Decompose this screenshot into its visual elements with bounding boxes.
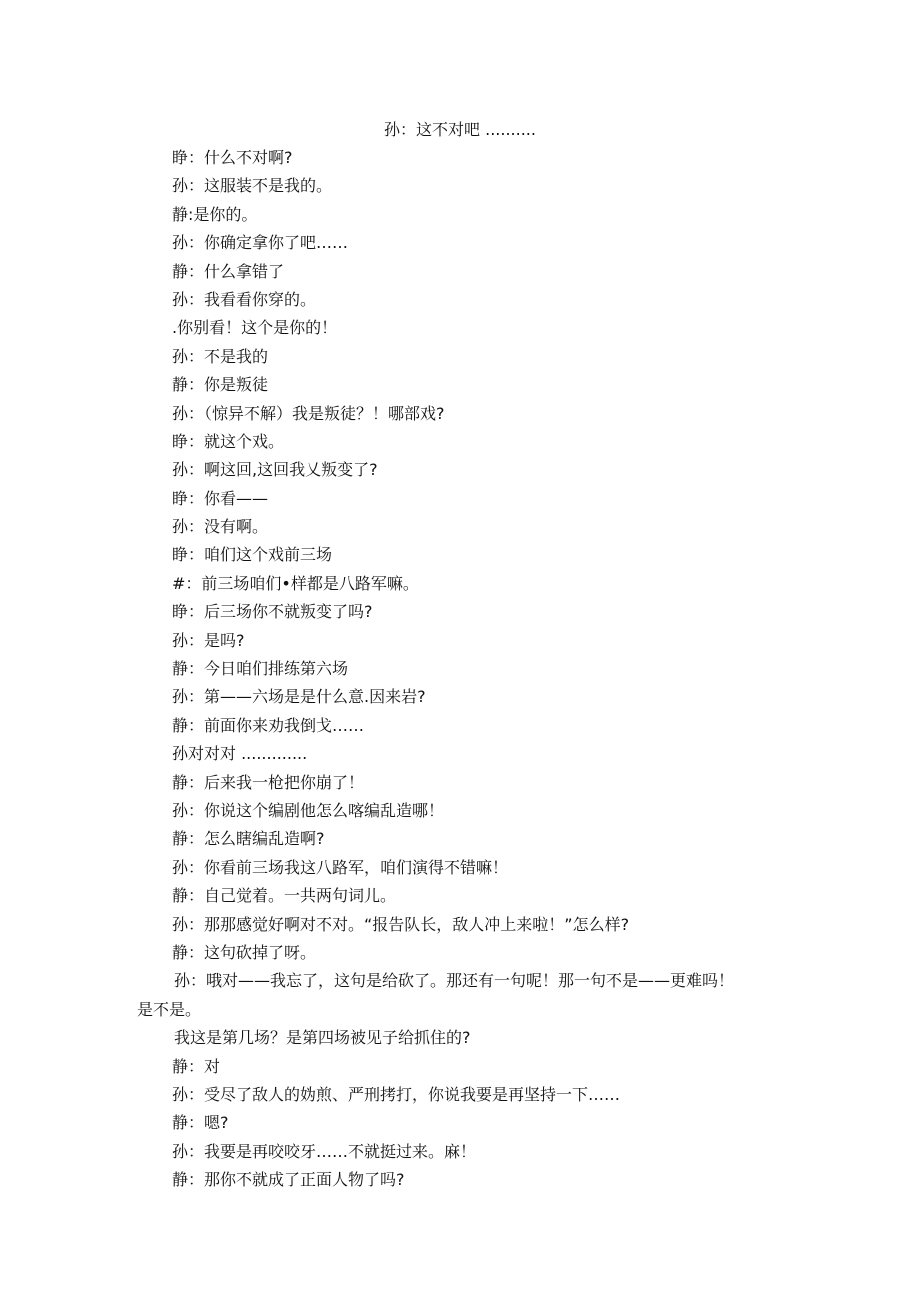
dialogue-line: 静：那你不就成了正面人物了吗? [172,1170,405,1190]
dialogue-line: 睁：咱们这个戏前三场 [172,545,333,565]
dialogue-line: #：前三场咱们•样都是八路军嘛。 [172,573,419,593]
dialogue-line: 静：你是叛徒 [172,375,269,395]
dialogue-line: 孙：哦对——我忘了，这句是给砍了。那还有一句呢！那一句不是——更难吗！ [174,971,735,991]
dialogue-line: 静：今日咱们排练第六场 [172,659,349,679]
dialogue-line: 孙：受尽了敌人的妫煎、严刑拷打，你说我要是再坚持一下…… [172,1084,621,1104]
opening-line: 孙：这不对吧 .......... [384,120,536,139]
dialogue-line: 睁：就这个戏。 [172,431,285,451]
dialogue-line: 孙：这服装不是我的。 [172,176,333,196]
dialogue-line: 孙：啊这回,这回我乂叛变了? [172,460,378,480]
dialogue-line: 睁：什么不对啊? [172,148,293,167]
dialogue-line: 孙：（惊异不解）我是叛徒？！哪部戏? [172,403,445,423]
dialogue-line: 孙：你看前三场我这八路军，咱们演得不错嘛！ [172,857,509,877]
dialogue-line: 睁：你看—— [172,488,269,508]
dialogue-line: 睁：后三场你不就叛变了吗? [172,602,373,622]
dialogue-line: 静：什么拿错了 [172,261,285,281]
dialogue-list [0,144,920,1194]
dialogue-line: 静：怎么瞎编乱造啊? [172,829,325,849]
dialogue-line: 静：后来我一枪把你崩了！ [172,772,365,792]
dialogue-line: 孙：我要是再咬咬牙……不就挺过来。麻！ [172,1141,477,1161]
dialogue-line: 静：对 [172,1056,221,1076]
dialogue-line: 孙：我看看你穿的。 [172,289,317,309]
dialogue-line: 孙：是吗? [172,630,245,650]
dialogue-line: 静：嗯? [172,1113,229,1133]
dialogue-line: 孙对对对 ............. [172,744,308,764]
dialogue-line: .你别看！这个是你的！ [172,318,338,338]
dialogue-line: 静：自己觉着。一共两句词儿。 [172,886,397,906]
dialogue-line: 孙：你说这个编剧他怎么喀编乱造哪！ [172,800,445,820]
dialogue-line: 孙：不是我的 [172,346,269,366]
dialogue-line: 孙：你确定拿你了吧…… [172,233,349,253]
dialogue-line: 静:是你的。 [172,204,258,224]
dialogue-line: 静：前面你来劝我倒戈…… [172,715,365,735]
dialogue-line: 我这是第几场？是第四场被见子给抓住的? [174,1028,471,1048]
dialogue-line: 孙：那那感觉好啊对不对。“报告队长，敌人冲上来啦！”怎么样? [172,914,630,934]
dialogue-line-continuation: 是不是。 [137,999,202,1019]
dialogue-line: 孙：第——六场是是什么意.因来岩? [172,687,426,707]
dialogue-line: 静：这句砍掉了呀。 [172,942,317,962]
dialogue-line: 孙：没有啊。 [172,517,269,537]
